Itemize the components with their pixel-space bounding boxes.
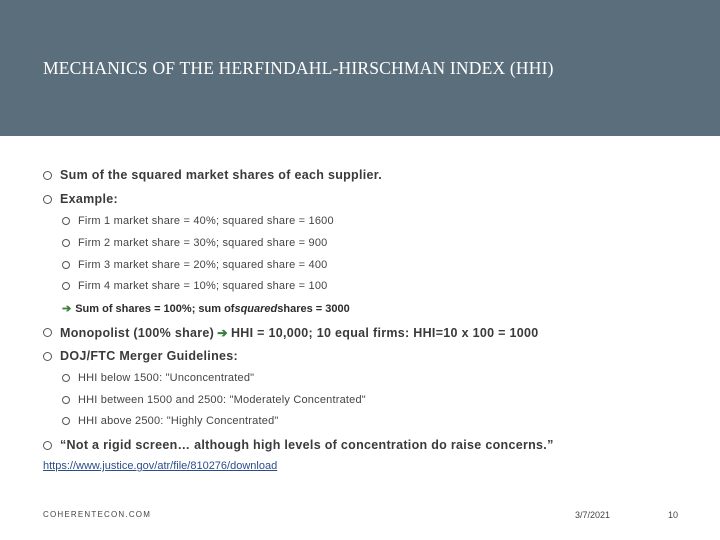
- sum-of-shares-line: [62, 302, 350, 315]
- monopolist-left: Monopolist (100% share): [60, 325, 215, 340]
- bullet-definition: [43, 168, 382, 182]
- circle-bullet-icon: [62, 396, 70, 404]
- bullet-text: “Not a rigid screen… although high levels of concentration do raise concerns.”: [60, 438, 554, 452]
- sub-bullet-guideline-1: [62, 372, 254, 384]
- title-banner: [0, 0, 720, 136]
- source-link[interactable]: https://www.justice.gov/atr/file/810276/download: [43, 460, 278, 472]
- bullet-monopolist: [43, 325, 539, 340]
- circle-bullet-icon: [43, 171, 52, 180]
- right-arrow-icon: ➔: [217, 326, 228, 340]
- sum-prefix: Sum of shares = 100%; sum of: [75, 302, 235, 315]
- circle-bullet-icon: [43, 328, 52, 337]
- bullet-doj: [43, 349, 238, 363]
- bullet-text: Example:: [60, 192, 118, 206]
- circle-bullet-icon: [43, 195, 52, 204]
- circle-bullet-icon: [62, 261, 70, 269]
- circle-bullet-icon: [62, 417, 70, 425]
- sub-bullet-text: Firm 4 market share = 10%; squared share = 100: [78, 280, 328, 292]
- sum-suffix: shares = 3000: [277, 302, 350, 315]
- sub-bullet-text: Firm 1 market share = 40%; squared share = 1600: [78, 215, 334, 227]
- footer-date: 3/7/2021: [575, 510, 611, 520]
- bullet-text: Sum of the squared market shares of each supplier.: [60, 168, 383, 182]
- circle-bullet-icon: [43, 441, 52, 450]
- sub-bullet-guideline-3: [62, 415, 279, 427]
- sub-bullet-firm-2: [62, 237, 328, 249]
- footer-brand: COHERENTECON.COM: [43, 510, 152, 519]
- sub-bullet-firm-3: [62, 259, 328, 271]
- circle-bullet-icon: [62, 239, 70, 247]
- sub-bullet-firm-4: [62, 280, 328, 292]
- circle-bullet-icon: [62, 282, 70, 290]
- sub-bullet-guideline-2: [62, 394, 366, 406]
- sum-italic: squared: [234, 302, 278, 315]
- slide-title: MECHANICS OF THE HERFINDAHL-HIRSCHMAN INDEX (HHI): [43, 58, 554, 78]
- bullet-quote: [43, 438, 554, 452]
- sub-bullet-text: HHI above 2500: "Highly Concentrated": [78, 415, 279, 427]
- monopolist-right: HHI = 10,000; 10 equal firms: HHI=10 x 100 = 1000: [230, 325, 539, 340]
- sub-bullet-text: Firm 2 market share = 30%; squared share = 900: [78, 237, 328, 249]
- sub-bullet-text: Firm 3 market share = 20%; squared share = 400: [78, 259, 328, 271]
- page-number: 10: [668, 510, 679, 520]
- bullet-text: DOJ/FTC Merger Guidelines:: [60, 349, 238, 363]
- circle-bullet-icon: [62, 374, 70, 382]
- circle-bullet-icon: [43, 352, 52, 361]
- right-arrow-icon: ➔: [62, 303, 72, 315]
- sub-bullet-firm-1: [62, 215, 334, 227]
- bullet-example: [43, 192, 118, 206]
- sub-bullet-text: HHI below 1500: "Unconcentrated": [78, 372, 255, 384]
- circle-bullet-icon: [62, 217, 70, 225]
- sub-bullet-text: HHI between 1500 and 2500: "Moderately Concentrated": [78, 394, 366, 406]
